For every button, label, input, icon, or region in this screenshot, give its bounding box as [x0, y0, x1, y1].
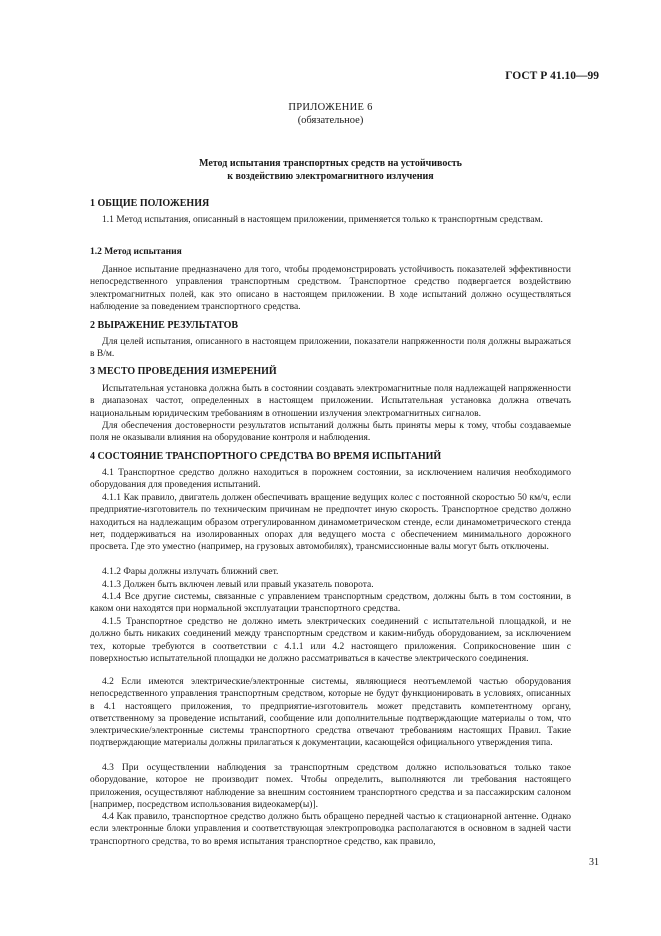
document-title-line1: Метод испытания транспортных средств на устойчивость	[199, 158, 462, 169]
appendix-label: ПРИЛОЖЕНИЕ 6	[288, 102, 373, 113]
section-heading-2: 2 ВЫРАЖЕНИЕ РЕЗУЛЬТАТОВ	[90, 320, 239, 331]
paragraph-2: Для целей испытания, описанного в настоящем приложении, показатели напряженности поля должны выражаться в В/м.	[90, 337, 571, 360]
paragraph-4-1-3: 4.1.3 Должен быть включен левый или правый указатель поворота.	[102, 580, 374, 590]
appendix-status: (обязательное)	[297, 115, 364, 126]
paragraph-4-1-1: 4.1.1 Как правило, двигатель должен обеспечивать вращение ведущих колес с постоянной скоростью 50 км/ч, если предприятие-изготовитель по техническим причинам не предпочтет иную скорость. Транспортное средство должно находиться на надлежащим образом отрегулированном динамометрическом стенде, если динамометрического стенда нет, поддерживаться на изолированных опорах для ведущего моста с обеспечением минимального дорожного просвета. Где это уместно (например, на грузовых автомобилях), трансмиссионные валы могут быть отключены.	[90, 493, 571, 553]
section-heading-4: 4 СОСТОЯНИЕ ТРАНСПОРТНОГО СРЕДСТВА ВО ВРЕМЯ ИСПЫТАНИЙ	[90, 451, 442, 462]
section-heading-3: 3 МЕСТО ПРОВЕДЕНИЯ ИЗМЕРЕНИЙ	[90, 366, 277, 377]
section-heading-1: 1 ОБЩИЕ ПОЛОЖЕНИЯ	[90, 198, 210, 209]
paragraph-4-1-4: 4.1.4 Все другие системы, связанные с управлением транспортным средством, должны быть в том состоянии, в каком они находятся при нормальной эксплуатации транспортного средства.	[90, 592, 571, 615]
paragraph-4-1-5: 4.1.5 Транспортное средство не должно иметь электрических соединений с испытательной площадкой, и не должно быть никаких соединений между транспортным средством и каким-нибудь оборудованием, за исключением тех, которые требуются в соответствии с 4.1.1 или 4.2 настоящего приложения. Соприкосновение шин с поверхностью испытательной площадки не должно рассматриваться в качестве электрического соединения.	[90, 617, 571, 664]
paragraph-1-2: Данное испытание предназначено для того, чтобы продемонстрировать устойчивость показателей эффективности непосредственного управления транспортным средством. Транспортное средство подвергается воздействию электромагнитных полей, как это описано в настоящем приложении. В ходе испытаний должно осуществляться наблюдение за поведением транспортного средства.	[90, 265, 571, 312]
paragraph-4-2: 4.2 Если имеются электрические/электронные системы, являющиеся неотъемлемой частью оборудования непосредственного управления транспортным средством, которые не будут функционировать в условиях, описанных в 4.1 настоящего приложения, то предприятие-изготовитель может представить компетентному органу, ответственному за проведение испытаний, сообщение или дополнительные подтверждающие материалы о том, что электрические/электронные системы транспортного средства отвечают требованиям настоящих Правил. Такие подтверждающие материалы должны прилагаться к документации, касающейся официального утверждения типа.	[90, 677, 571, 749]
standard-number: ГОСТ Р 41.10—99	[505, 70, 599, 82]
section-heading-1-2: 1.2 Метод испытания	[90, 247, 182, 257]
paragraph-3-1: Испытательная установка должна быть в состоянии создавать электромагнитные поля надлежащей напряженности в диапазонах частот, определенных в настоящем приложении. Испытательная установка должна отвечать национальным юридическим требованиям в отношении излучения электромагнитных сигналов.	[90, 384, 571, 419]
paragraph-1-1: 1.1 Метод испытания, описанный в настоящем приложении, применяется только к транспортным средствам.	[102, 215, 543, 225]
paragraph-4-1: 4.1 Транспортное средство должно находиться в порожнем состоянии, за исключением наличия необходимого оборудования для проведения испытаний.	[90, 468, 571, 491]
paragraph-4-1-2: 4.1.2 Фары должны излучать ближний свет.	[102, 567, 279, 577]
document-title-line2: к воздействию электромагнитного излучения	[227, 171, 434, 182]
paragraph-4-3: 4.3 При осуществлении наблюдения за транспортным средством должно использоваться только такое оборудование, которое не производит помех. Чтобы определить, выполняются ли требования настоящего приложения, осуществляют наблюдение за внешним состоянием транспортного средства и за пассажирским салоном [например, посредством использования видеокамер(ы)].	[90, 763, 571, 810]
page-number: 31	[589, 857, 599, 868]
paragraph-4-4: 4.4 Как правило, транспортное средство должно быть обращено передней частью к стационарной антенне. Однако если электронные блоки управления и соответствующая электропроводка располагаются в основном в задней части транспортного средства, то во время испытания транспортное средство, как правило,	[90, 812, 571, 847]
paragraph-3-2: Для обеспечения достоверности результатов испытаний должны быть приняты меры к тому, чтобы создаваемые поля не оказывали влияния на оборудование контроля и наблюдения.	[90, 421, 571, 444]
